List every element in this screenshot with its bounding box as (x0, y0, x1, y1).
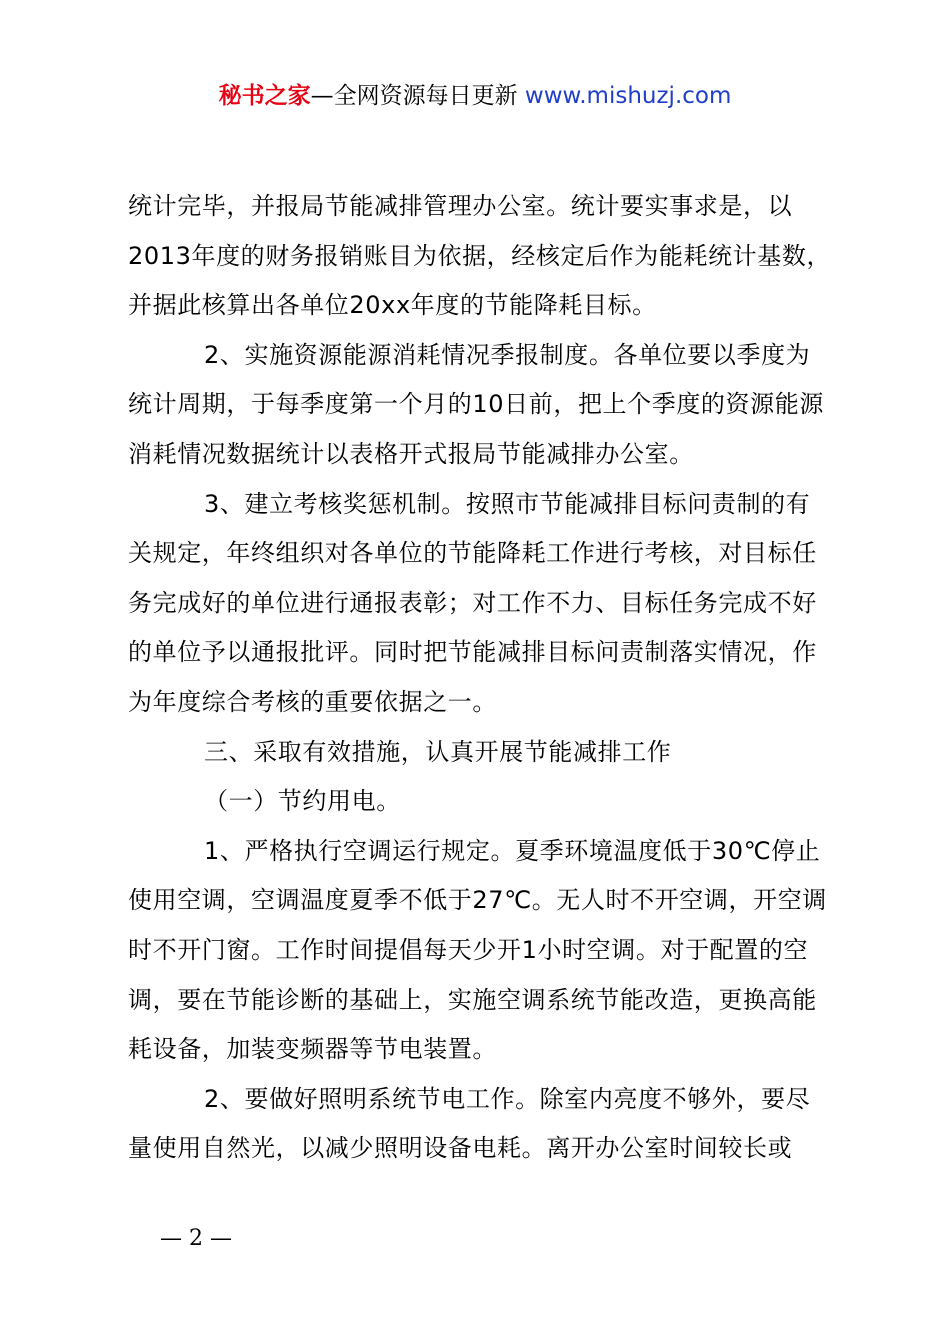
paragraph: 2、要做好照明系统节电工作。除室内亮度不够外，要尽量使用自然光，以减少照明设备电耗。离开办公室时间较长或 (128, 1084, 811, 1163)
paragraph: 统计完毕，并报局节能减排管理办公室。统计要实事求是，以2013年度的财务报销账目为依据，经核定后作为能耗统计基数，并据此核算出各单位20xx年度的节能降耗目标。 (128, 192, 832, 320)
section-heading: 三、采取有效措施，认真开展节能减排工作 (204, 737, 672, 766)
subsection-heading: （一）节约用电。 (204, 787, 401, 816)
paragraph: 1、严格执行空调运行规定。夏季环境温度低于30℃停止使用空调，空调温度夏季不低于27℃。无人时不开空调，开空调时不开门窗。工作时间提倡每天少开1小时空调。对于配置的空调，要在节能诊断的基础上，实施空调系统节能改造，更换高能耗设备，加装变频器等节电装置。 (128, 836, 827, 1064)
page-number: — 2 — (160, 1226, 232, 1251)
brand-name: 秘书之家 (218, 83, 311, 109)
site-url-link[interactable]: www.mishuzj.com (524, 83, 732, 109)
document-body (128, 182, 833, 1174)
page-header (0, 80, 950, 112)
paragraph: 2、实施资源能源消耗情况季报制度。各单位要以季度为统计周期，于每季度第一个月的10日前，把上个季度的资源能源消耗情况数据统计以表格开式报局节能减排办公室。 (128, 340, 824, 468)
paragraph: 3、建立考核奖惩机制。按照市节能减排目标问责制的有关规定，年终组织对各单位的节能降耗工作进行考核，对目标任务完成好的单位进行通报表彰；对工作不力、目标任务完成不好的单位予以通报批评。同时把节能减排目标问责制落实情况，作为年度综合考核的重要依据之一。 (128, 489, 817, 716)
header-tagline: —全网资源每日更新 (310, 83, 525, 109)
